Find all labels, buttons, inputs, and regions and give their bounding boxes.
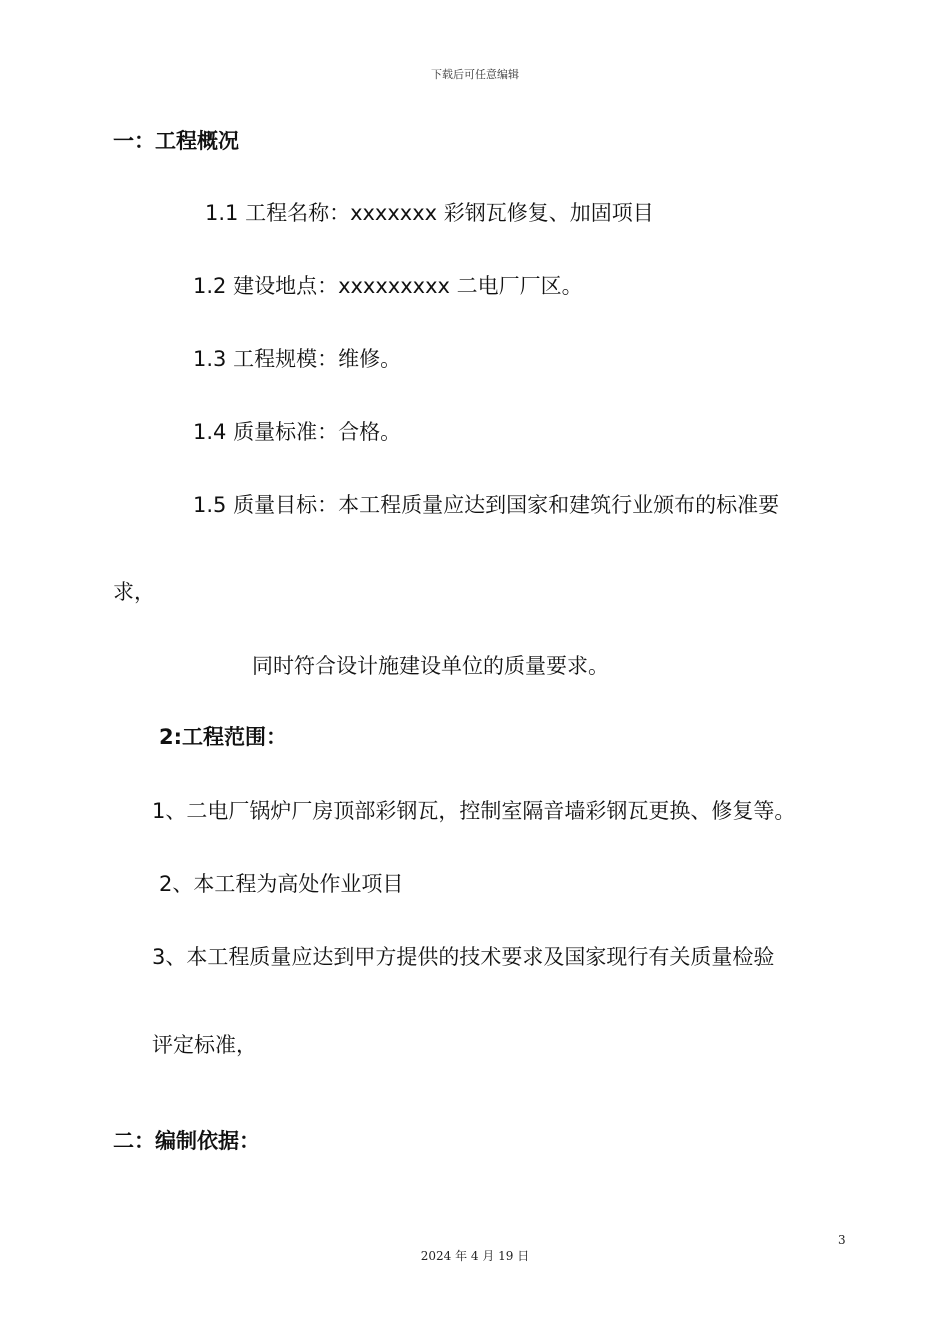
item-1-5-line-2: 求， [113, 580, 155, 604]
item-1-5-line-1: 1.5 质量目标：本工程质量应达到国家和建筑行业颁布的标准要 [193, 493, 780, 517]
scope-item-1: 1、二电厂锅炉厂房顶部彩钢瓦，控制室隔音墙彩钢瓦更换、修复等。 [152, 799, 796, 823]
section-2-title: 二：编制依据： [113, 1129, 260, 1153]
header-note: 下载后可任意编辑 [431, 68, 519, 81]
footer-date: 2024 年 4 月 19 日 [420, 1249, 530, 1263]
item-1-1: 1.1 工程名称：xxxxxxx 彩钢瓦修复、加固项目 [205, 201, 654, 225]
scope-item-2: 2、本工程为高处作业项目 [159, 872, 404, 896]
section-1-title: 一：工程概况 [113, 129, 239, 153]
item-1-3: 1.3 工程规模：维修。 [193, 347, 402, 371]
item-1-4: 1.4 质量标准：合格。 [193, 420, 402, 444]
scope-item-3-line-2: 评定标准， [152, 1033, 257, 1057]
scope-title: 2:工程范围： [159, 725, 288, 749]
page-number: 3 [838, 1233, 846, 1247]
item-1-5-line-3: 同时符合设计施建设单位的质量要求。 [252, 654, 609, 678]
item-1-2: 1.2 建设地点：xxxxxxxxx 二电厂厂区。 [193, 274, 583, 298]
scope-item-3-line-1: 3、本工程质量应达到甲方提供的技术要求及国家现行有关质量检验 [152, 945, 775, 969]
